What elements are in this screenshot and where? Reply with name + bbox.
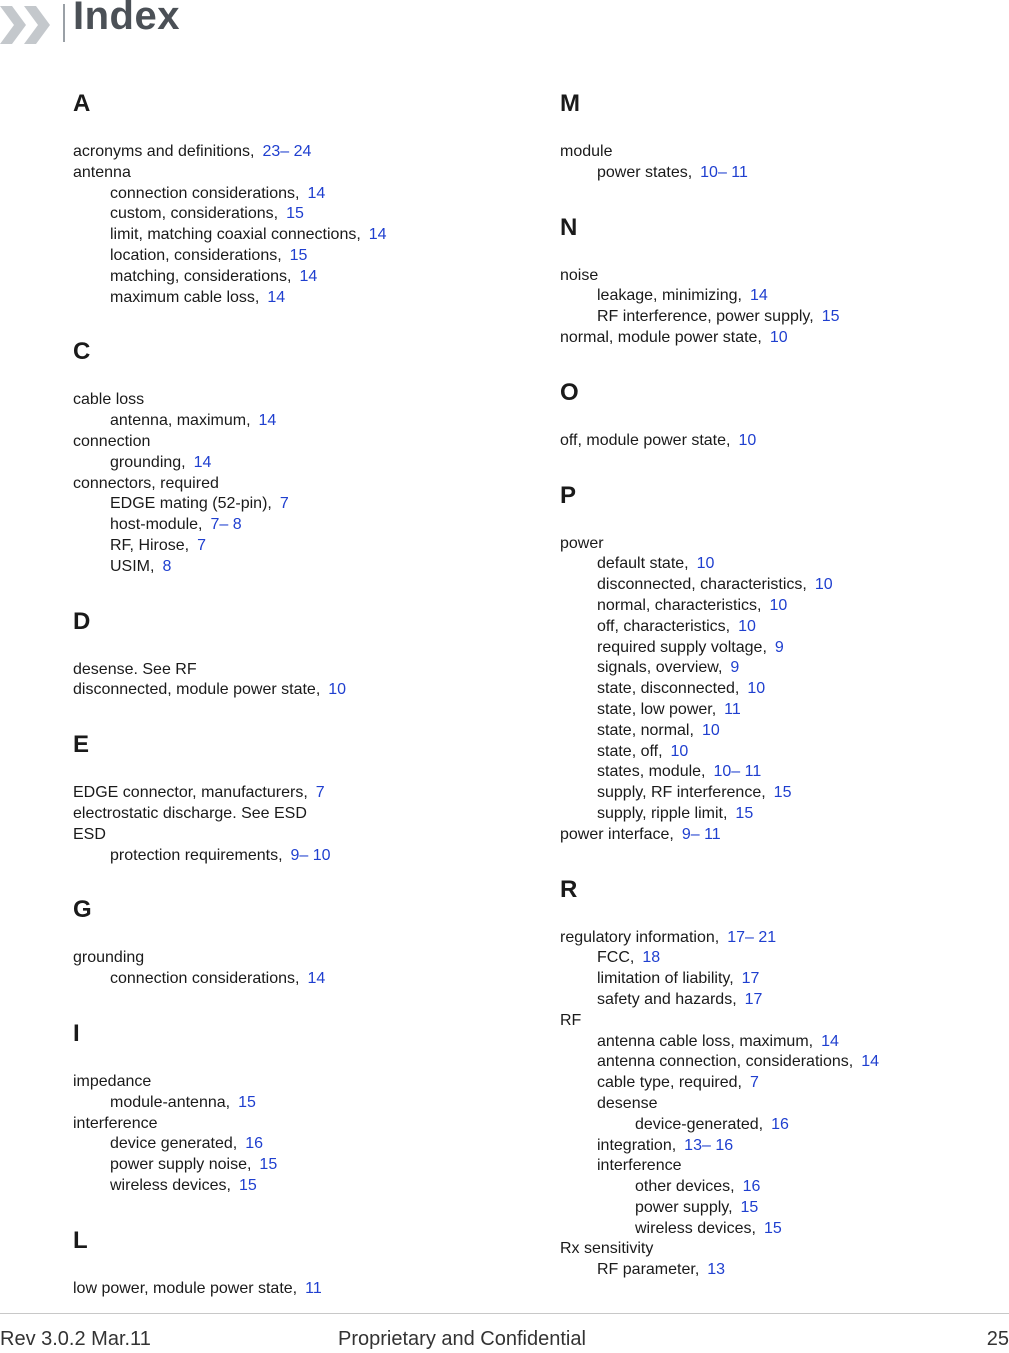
index-entry bbox=[560, 721, 1000, 742]
index-entry bbox=[560, 1239, 1000, 1260]
index-term: integration, bbox=[597, 1136, 677, 1154]
index-term: device generated, bbox=[110, 1135, 238, 1153]
index-term: acronyms and definitions, bbox=[73, 143, 255, 160]
page-link[interactable]: 14 bbox=[307, 970, 326, 988]
page-link[interactable]: 7 bbox=[749, 1074, 759, 1092]
index-term: grounding bbox=[73, 949, 145, 967]
index-entry bbox=[560, 1219, 1000, 1240]
index-entry bbox=[73, 163, 513, 184]
index-entry bbox=[560, 762, 1000, 783]
index-entry bbox=[560, 948, 1000, 969]
page-link[interactable]: 10 bbox=[738, 431, 757, 449]
section-letter: R bbox=[560, 875, 578, 903]
page-link[interactable]: 16 bbox=[771, 1115, 789, 1133]
index-entry bbox=[73, 660, 513, 681]
index-term: Rx sensitivity bbox=[560, 1240, 654, 1258]
index-term: low power, module power state, bbox=[73, 1279, 298, 1297]
page-link[interactable]: 14 bbox=[258, 412, 277, 430]
index-term: RF interference, power supply, bbox=[597, 308, 814, 326]
index-term: safety and hazards, bbox=[597, 990, 737, 1008]
index-entry bbox=[560, 554, 1000, 575]
index-entry bbox=[560, 742, 1000, 763]
index-entry bbox=[73, 1176, 513, 1197]
index-term: protection requirements, bbox=[110, 846, 283, 864]
index-entry bbox=[73, 474, 513, 495]
index-section-g bbox=[73, 896, 513, 990]
index-term: module-antenna, bbox=[110, 1093, 231, 1111]
page-link[interactable]: 15 bbox=[238, 1176, 257, 1194]
index-term: regulatory information, bbox=[560, 928, 720, 946]
index-entry bbox=[73, 846, 513, 867]
index-entry bbox=[560, 431, 1000, 452]
index-entry bbox=[560, 700, 1000, 721]
index-term: EDGE mating (52-pin), bbox=[110, 495, 272, 513]
page-link[interactable]: 10– 11 bbox=[713, 763, 762, 781]
section-letter: G bbox=[73, 896, 92, 924]
index-term: grounding, bbox=[110, 453, 186, 471]
index-entry bbox=[560, 1094, 1000, 1115]
index-section-i bbox=[73, 1020, 513, 1197]
index-term: connection considerations, bbox=[110, 970, 300, 988]
page-title: Index bbox=[73, 0, 180, 38]
page-link[interactable]: 17 bbox=[744, 990, 763, 1008]
section-letter: C bbox=[73, 338, 91, 366]
index-term: power supply noise, bbox=[110, 1156, 252, 1174]
index-entry bbox=[560, 638, 1000, 659]
page-link[interactable]: 7 bbox=[315, 784, 325, 802]
index-term: cable loss bbox=[73, 391, 145, 409]
index-term: power bbox=[560, 534, 604, 552]
index-entry bbox=[73, 948, 513, 969]
page-link[interactable]: 8 bbox=[162, 557, 172, 575]
page-link[interactable]: 18 bbox=[642, 949, 661, 967]
index-term: state, normal, bbox=[597, 721, 694, 739]
chevron-right-icon bbox=[0, 4, 60, 46]
index-term: interference bbox=[597, 1157, 682, 1175]
index-entry bbox=[73, 1155, 513, 1176]
index-section-n bbox=[560, 214, 1000, 349]
index-term: RF bbox=[560, 1011, 582, 1029]
page-link[interactable]: 15 bbox=[740, 1198, 759, 1216]
index-term: normal, module power state, bbox=[560, 328, 762, 346]
index-entry bbox=[73, 783, 513, 804]
index-term: supply, ripple limit, bbox=[597, 804, 728, 822]
index-term: states, module, bbox=[597, 763, 706, 781]
index-term: power supply, bbox=[635, 1198, 733, 1216]
index-section-d bbox=[73, 608, 513, 702]
index-term: device-generated, bbox=[635, 1115, 764, 1133]
page-link[interactable]: 14 bbox=[861, 1053, 879, 1071]
index-entry bbox=[560, 142, 1000, 163]
page-link[interactable]: 15 bbox=[735, 804, 754, 822]
index-entry bbox=[560, 1011, 1000, 1032]
index-term: desense. See RF bbox=[73, 660, 197, 678]
index-entry bbox=[560, 1052, 1000, 1073]
index-entry bbox=[560, 1115, 1000, 1136]
index-term: cable type, required, bbox=[597, 1074, 742, 1092]
index-entry bbox=[73, 680, 513, 701]
index-term: limitation of liability, bbox=[597, 970, 734, 988]
index-section-o bbox=[560, 379, 1000, 452]
index-term: state, disconnected, bbox=[597, 680, 740, 698]
footer-divider bbox=[0, 1313, 1009, 1314]
index-term: wireless devices, bbox=[110, 1176, 231, 1194]
index-term: RF, Hirose, bbox=[110, 536, 190, 554]
index-term: connection bbox=[73, 432, 151, 450]
index-term: disconnected, module power state, bbox=[73, 681, 321, 699]
index-entry bbox=[73, 1114, 513, 1135]
page-link[interactable]: 14 bbox=[299, 267, 318, 285]
index-entry bbox=[560, 575, 1000, 596]
section-letter: P bbox=[560, 481, 577, 509]
section-letter: L bbox=[73, 1226, 88, 1254]
page-link[interactable]: 13 bbox=[707, 1261, 726, 1279]
index-entry bbox=[560, 658, 1000, 679]
section-letter: I bbox=[73, 1019, 80, 1047]
index-entry bbox=[560, 328, 1000, 349]
page-link[interactable]: 23– 24 bbox=[262, 143, 312, 160]
page-link[interactable]: 10 bbox=[670, 742, 689, 760]
index-term: noise bbox=[560, 266, 599, 284]
index-term: state, low power, bbox=[597, 700, 717, 718]
index-entry bbox=[73, 825, 513, 846]
index-section-m bbox=[560, 90, 1000, 184]
index-entry bbox=[73, 969, 513, 990]
index-section-r bbox=[560, 876, 1000, 1282]
footer-confidential: Proprietary and Confidential bbox=[338, 1328, 586, 1350]
page-link[interactable]: 16 bbox=[742, 1178, 761, 1196]
page-link[interactable]: 10 bbox=[747, 680, 766, 698]
index-entry bbox=[73, 804, 513, 825]
index-term: power states, bbox=[597, 163, 693, 181]
index-term: host-module, bbox=[110, 516, 203, 534]
section-letter: D bbox=[73, 607, 91, 635]
index-section-a bbox=[73, 90, 513, 308]
index-entry bbox=[73, 1134, 513, 1155]
index-entry bbox=[73, 246, 513, 267]
index-term: connectors, required bbox=[73, 474, 219, 492]
index-term: normal, characteristics, bbox=[597, 596, 762, 614]
index-term: wireless devices, bbox=[635, 1219, 756, 1237]
page-link[interactable]: 14 bbox=[821, 1032, 839, 1050]
index-entry bbox=[560, 783, 1000, 804]
index-term: desense bbox=[597, 1094, 658, 1112]
index-term: off, module power state, bbox=[560, 431, 731, 449]
page-link[interactable]: 14 bbox=[193, 453, 212, 471]
index-term: disconnected, characteristics, bbox=[597, 576, 807, 594]
page-link[interactable]: 13– 16 bbox=[684, 1136, 734, 1154]
index-entry bbox=[560, 1032, 1000, 1053]
index-entry bbox=[560, 679, 1000, 700]
index-entry bbox=[73, 184, 513, 205]
page-number: 25 bbox=[986, 1328, 1009, 1350]
page-link[interactable]: 17– 21 bbox=[727, 928, 777, 946]
section-letter: A bbox=[73, 90, 91, 117]
index-entry bbox=[73, 390, 513, 411]
index-entry bbox=[560, 1198, 1000, 1219]
page-link[interactable]: 17 bbox=[741, 970, 760, 988]
index-term: electrostatic discharge. See ESD bbox=[73, 804, 307, 822]
page-link[interactable]: 10 bbox=[738, 617, 756, 635]
page-link[interactable]: 10 bbox=[769, 328, 788, 346]
index-term: FCC, bbox=[597, 949, 635, 967]
index-entry bbox=[73, 453, 513, 474]
index-term: antenna, maximum, bbox=[110, 412, 251, 430]
index-entry bbox=[560, 596, 1000, 617]
page-link[interactable]: 15 bbox=[821, 308, 840, 326]
index-entry bbox=[73, 432, 513, 453]
index-term: interference bbox=[73, 1114, 158, 1132]
page-link[interactable]: 15 bbox=[286, 205, 304, 223]
index-term: antenna bbox=[73, 163, 131, 181]
index-term: off, characteristics, bbox=[597, 617, 731, 635]
index-term: other devices, bbox=[635, 1178, 735, 1196]
index-term: EDGE connector, manufacturers, bbox=[73, 784, 308, 802]
index-term: signals, overview, bbox=[597, 659, 723, 677]
index-term: required supply voltage, bbox=[597, 638, 767, 656]
page-link[interactable]: 14 bbox=[307, 184, 326, 202]
index-entry bbox=[560, 286, 1000, 307]
index-section-c bbox=[73, 338, 513, 577]
index-entry bbox=[560, 990, 1000, 1011]
index-term: supply, RF interference, bbox=[597, 784, 766, 802]
page-link[interactable]: 7– 8 bbox=[210, 516, 242, 534]
index-entry bbox=[560, 1260, 1000, 1281]
index-entry bbox=[560, 617, 1000, 638]
page-link[interactable]: 16 bbox=[245, 1135, 263, 1153]
page-header bbox=[0, 0, 400, 48]
page-link[interactable]: 10– 11 bbox=[700, 163, 748, 181]
index-entry bbox=[73, 1279, 513, 1300]
page-link[interactable]: 15 bbox=[763, 1219, 782, 1237]
section-letter: E bbox=[73, 731, 90, 759]
page-link[interactable]: 15 bbox=[238, 1093, 256, 1111]
index-term: power interface, bbox=[560, 825, 674, 843]
index-entry bbox=[73, 411, 513, 432]
index-entry bbox=[73, 142, 513, 163]
index-entry bbox=[560, 307, 1000, 328]
index-term: location, considerations, bbox=[110, 246, 282, 264]
index-entry bbox=[560, 928, 1000, 949]
section-letter: O bbox=[560, 378, 579, 406]
index-column-right bbox=[560, 90, 1000, 1311]
page-link[interactable]: 10 bbox=[328, 681, 347, 699]
index-term: antenna cable loss, maximum, bbox=[597, 1032, 814, 1050]
index-column-left bbox=[73, 90, 513, 1330]
index-term: antenna connection, considerations, bbox=[597, 1053, 854, 1071]
page-link[interactable]: 14 bbox=[368, 226, 387, 244]
page-link[interactable]: 9 bbox=[730, 659, 740, 677]
index-entry bbox=[560, 969, 1000, 990]
index-term: state, off, bbox=[597, 742, 663, 760]
index-entry bbox=[560, 163, 1000, 184]
index-term: leakage, minimizing, bbox=[597, 287, 742, 305]
index-section-p bbox=[560, 482, 1000, 846]
index-entry bbox=[73, 288, 513, 309]
page-link[interactable]: 15 bbox=[289, 246, 308, 264]
index-term: limit, matching coaxial connections, bbox=[110, 226, 361, 244]
index-entry bbox=[560, 266, 1000, 287]
index-entry bbox=[73, 515, 513, 536]
page-link[interactable]: 7 bbox=[279, 495, 289, 513]
page-link[interactable]: 9– 11 bbox=[681, 825, 721, 843]
index-term: ESD bbox=[73, 825, 106, 843]
index-term: matching, considerations, bbox=[110, 267, 292, 285]
index-entry bbox=[560, 1156, 1000, 1177]
section-letter: M bbox=[560, 90, 580, 117]
page-link[interactable]: 11 bbox=[724, 700, 741, 718]
index-term: maximum cable loss, bbox=[110, 288, 260, 306]
page-link[interactable]: 9 bbox=[774, 638, 784, 656]
page-link[interactable]: 15 bbox=[773, 784, 792, 802]
page-link[interactable]: 10 bbox=[701, 721, 720, 739]
index-entry bbox=[73, 536, 513, 557]
index-term: connection considerations, bbox=[110, 184, 300, 202]
index-term: custom, considerations, bbox=[110, 205, 279, 223]
page-link[interactable]: 15 bbox=[259, 1156, 278, 1174]
index-entry bbox=[560, 1177, 1000, 1198]
page-link[interactable]: 14 bbox=[267, 288, 286, 306]
page-link[interactable]: 7 bbox=[197, 536, 207, 554]
index-term: USIM, bbox=[110, 557, 155, 575]
index-entry bbox=[73, 557, 513, 578]
index-entry bbox=[560, 1073, 1000, 1094]
page-link[interactable]: 10 bbox=[696, 555, 715, 573]
page-link[interactable]: 10 bbox=[769, 596, 788, 614]
page-link[interactable]: 10 bbox=[814, 576, 833, 594]
index-entry bbox=[560, 1136, 1000, 1157]
index-entry bbox=[73, 1093, 513, 1114]
index-entry bbox=[560, 804, 1000, 825]
index-entry bbox=[73, 494, 513, 515]
index-term: RF parameter, bbox=[597, 1261, 700, 1279]
page-link[interactable]: 11 bbox=[305, 1279, 322, 1297]
index-term: default state, bbox=[597, 555, 689, 573]
index-entry bbox=[73, 1072, 513, 1093]
index-entry bbox=[73, 204, 513, 225]
index-term: impedance bbox=[73, 1072, 152, 1090]
section-letter: N bbox=[560, 213, 578, 241]
index-entry bbox=[73, 225, 513, 246]
footer-revision: Rev 3.0.2 Mar.11 bbox=[0, 1328, 151, 1350]
index-section-e bbox=[73, 731, 513, 866]
header-divider bbox=[63, 4, 65, 42]
index-term: module bbox=[560, 143, 613, 160]
index-entry bbox=[73, 267, 513, 288]
index-section-l bbox=[73, 1227, 513, 1300]
index-entry bbox=[560, 825, 1000, 846]
page-link[interactable]: 9– 10 bbox=[290, 846, 331, 864]
index-entry bbox=[560, 534, 1000, 555]
page-link[interactable]: 14 bbox=[749, 287, 768, 305]
